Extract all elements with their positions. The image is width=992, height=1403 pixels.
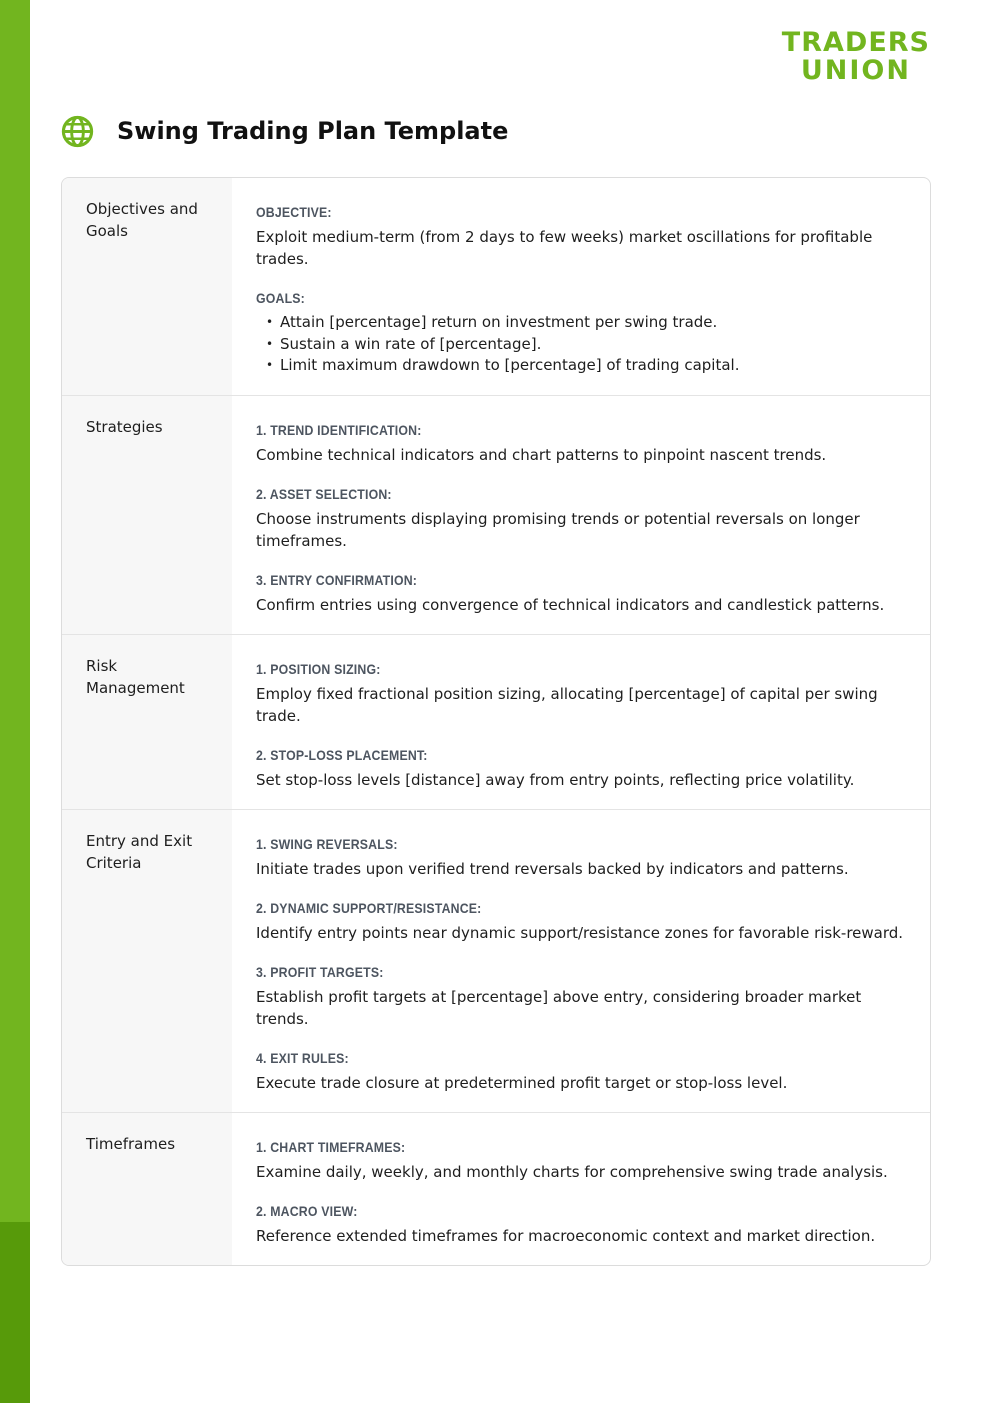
row-label: Timeframes bbox=[62, 1113, 232, 1265]
content-section bbox=[256, 1139, 910, 1183]
table-row bbox=[62, 395, 930, 634]
row-content bbox=[232, 396, 930, 634]
section-text: Examine daily, weekly, and monthly charts for comprehensive swing trade analysis. bbox=[256, 1162, 888, 1181]
globe-icon bbox=[60, 114, 95, 149]
list-item: • Attain [percentage] return on investment per swing trade. bbox=[266, 312, 910, 334]
row-label: Risk Management bbox=[62, 635, 232, 809]
section-heading: 3. ENTRY CONFIRMATION: bbox=[256, 571, 418, 588]
section-text: Employ fixed fractional position sizing, allocating [percentage] of capital per swing trade. bbox=[256, 684, 878, 725]
content-section bbox=[256, 204, 910, 270]
table-row bbox=[62, 1112, 930, 1265]
section-heading: 3. PROFIT TARGETS: bbox=[256, 963, 384, 980]
section-text: Execute trade closure at predetermined profit target or stop-loss level. bbox=[256, 1073, 788, 1092]
section-text: Initiate trades upon verified trend reversals backed by indicators and patterns. bbox=[256, 859, 849, 878]
section-heading: 2. MACRO VIEW: bbox=[256, 1202, 358, 1219]
section-heading: 2. DYNAMIC SUPPORT/RESISTANCE: bbox=[256, 899, 482, 916]
section-text: Set stop-loss levels [distance] away from entry points, reflecting price volatility. bbox=[256, 770, 855, 789]
page-header bbox=[60, 112, 508, 150]
table-row bbox=[62, 178, 930, 395]
section-heading: 1. POSITION SIZING: bbox=[256, 660, 381, 677]
content-section bbox=[256, 486, 910, 552]
content-section bbox=[256, 836, 910, 880]
content-section bbox=[256, 1050, 910, 1094]
section-text: Combine technical indicators and chart patterns to pinpoint nascent trends. bbox=[256, 445, 827, 464]
list-item: • Limit maximum drawdown to [percentage] of trading capital. bbox=[266, 355, 910, 377]
section-heading: OBJECTIVE: bbox=[256, 204, 332, 220]
section-heading: 1. SWING REVERSALS: bbox=[256, 835, 398, 852]
row-content bbox=[232, 178, 930, 395]
content-section bbox=[256, 290, 910, 377]
section-text: Exploit medium-term (from 2 days to few weeks) market oscillations for profitable trades. bbox=[256, 228, 873, 268]
section-heading: 1. TREND IDENTIFICATION: bbox=[256, 421, 422, 438]
row-label: Strategies bbox=[62, 396, 232, 634]
page-title: Swing Trading Plan Template bbox=[117, 117, 509, 145]
section-heading: 2. STOP-LOSS PLACEMENT: bbox=[256, 746, 428, 763]
content-section bbox=[256, 1203, 910, 1247]
section-text: Confirm entries using convergence of technical indicators and candlestick patterns. bbox=[256, 595, 885, 614]
content-section bbox=[256, 661, 910, 727]
logo-line-1: TRADERS bbox=[781, 27, 930, 58]
row-label: Entry and Exit Criteria bbox=[62, 810, 232, 1112]
content-section bbox=[256, 900, 910, 944]
list-item: • Sustain a win rate of [percentage]. bbox=[266, 334, 910, 356]
section-heading: 2. ASSET SELECTION: bbox=[256, 485, 392, 502]
content-section bbox=[256, 422, 910, 466]
section-heading: 1. CHART TIMEFRAMES: bbox=[256, 1138, 406, 1155]
row-content bbox=[232, 635, 930, 809]
table-row bbox=[62, 809, 930, 1112]
side-accent-bar bbox=[0, 0, 30, 1403]
row-content bbox=[232, 1113, 930, 1265]
section-heading: GOALS: bbox=[256, 290, 305, 306]
section-text: Identify entry points near dynamic support/resistance zones for favorable risk-reward. bbox=[256, 923, 904, 942]
content-section bbox=[256, 964, 910, 1030]
content-section bbox=[256, 572, 910, 616]
side-accent-bar-bottom bbox=[0, 1222, 30, 1403]
content-section bbox=[256, 747, 910, 791]
row-content bbox=[232, 810, 930, 1112]
section-heading: 4. EXIT RULES: bbox=[256, 1049, 349, 1066]
logo-line-2: UNION bbox=[800, 55, 911, 86]
row-label: Objectives and Goals bbox=[62, 178, 232, 395]
section-text: Reference extended timeframes for macroeconomic context and market direction. bbox=[256, 1226, 876, 1245]
goals-list bbox=[256, 312, 910, 377]
table-row bbox=[62, 634, 930, 809]
section-text: Choose instruments displaying promising trends or potential reversals on longer timeframes. bbox=[256, 509, 860, 550]
traders-union-logo[interactable] bbox=[782, 29, 930, 85]
plan-table bbox=[61, 177, 931, 1266]
section-text: Establish profit targets at [percentage] above entry, considering broader market trends. bbox=[256, 987, 862, 1028]
